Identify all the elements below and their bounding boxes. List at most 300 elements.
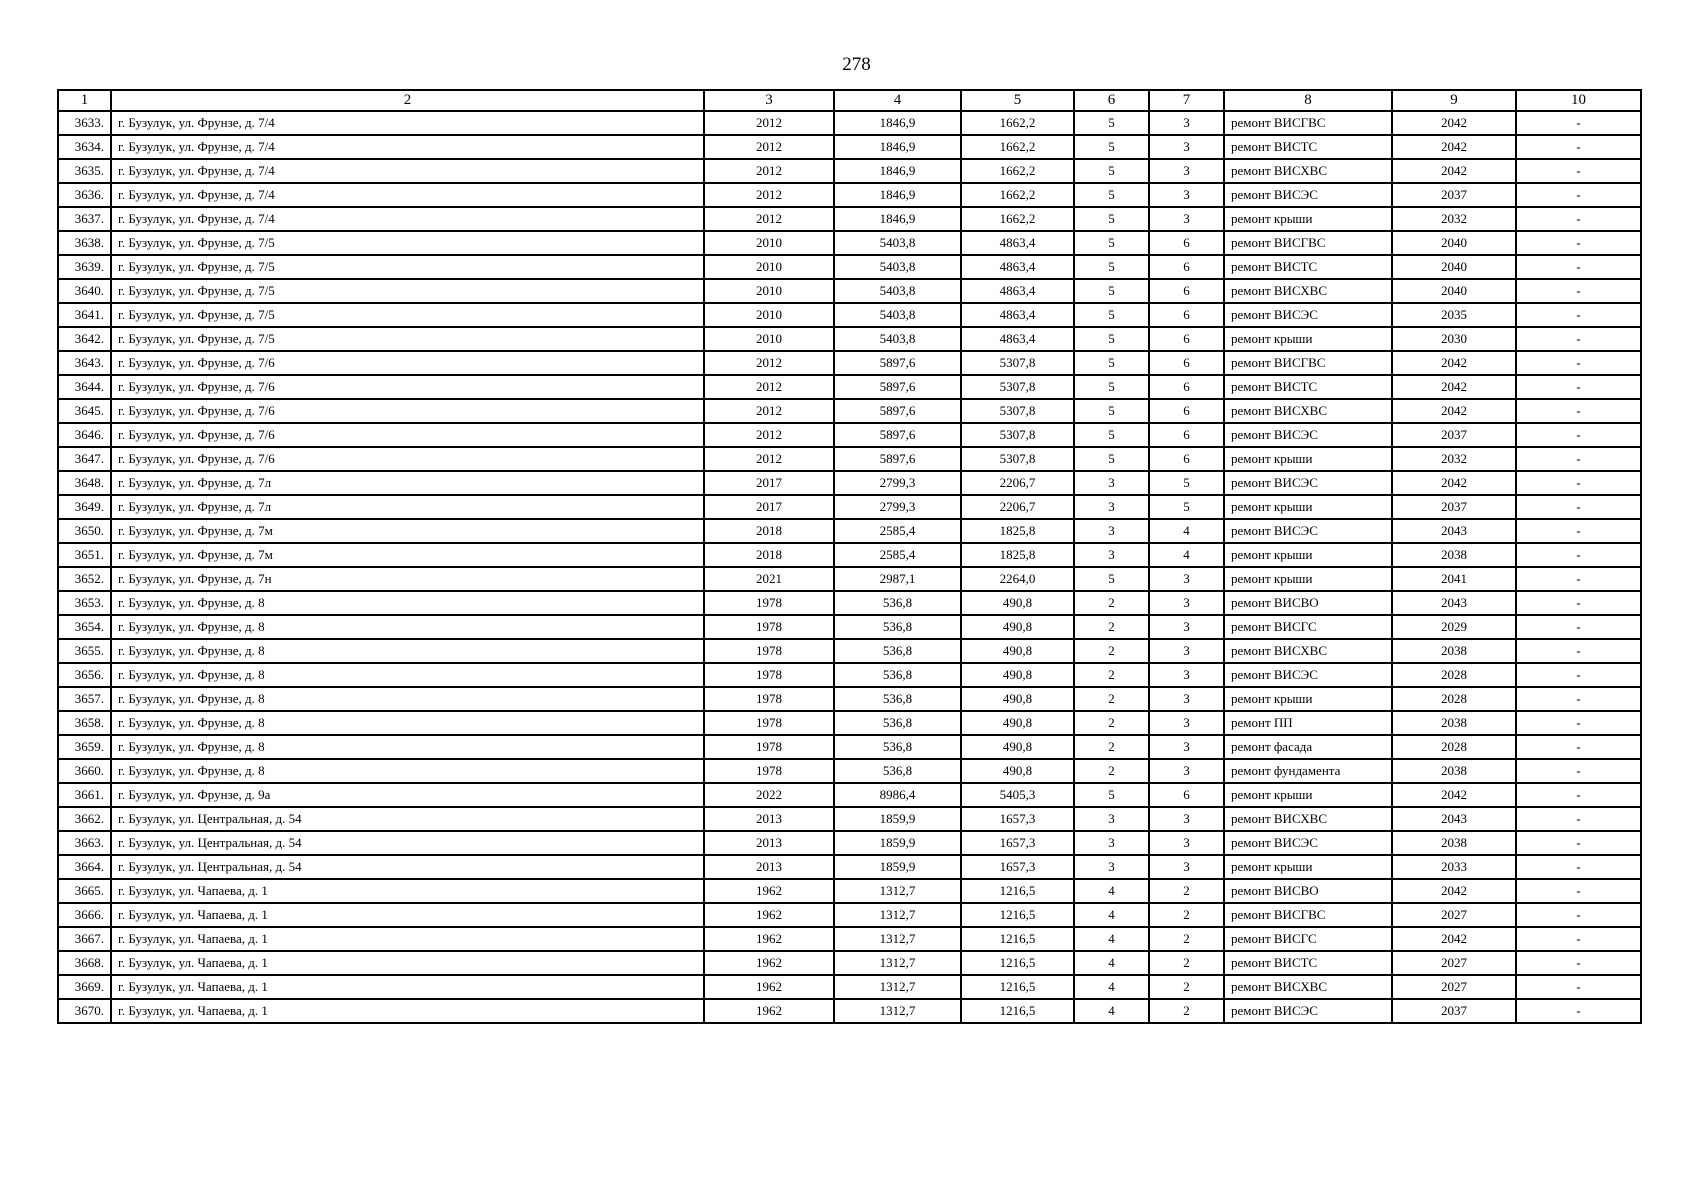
- cell-address: г. Бузулук, ул. Фрунзе, д. 7/4: [111, 207, 704, 231]
- cell-address: г. Бузулук, ул. Фрунзе, д. 8: [111, 639, 704, 663]
- cell-floors: 4: [1074, 975, 1149, 999]
- cell-work-type: ремонт фундамента: [1224, 759, 1392, 783]
- cell-row-number: 3643.: [58, 351, 111, 375]
- table-body: [58, 111, 1641, 1023]
- cell-floors: 5: [1074, 255, 1149, 279]
- cell-work-type: ремонт ВИСГС: [1224, 927, 1392, 951]
- cell-floors: 2: [1074, 639, 1149, 663]
- cell-address: г. Бузулук, ул. Фрунзе, д. 7м: [111, 543, 704, 567]
- cell-note: -: [1516, 351, 1641, 375]
- cell-address: г. Бузулук, ул. Фрунзе, д. 7/5: [111, 303, 704, 327]
- table-row: [58, 663, 1641, 687]
- cell-planned-year: 2043: [1392, 591, 1516, 615]
- cell-living-area: 1825,8: [961, 543, 1074, 567]
- cell-floors: 5: [1074, 183, 1149, 207]
- cell-floors: 2: [1074, 687, 1149, 711]
- cell-entrances: 5: [1149, 495, 1224, 519]
- cell-row-number: 3651.: [58, 543, 111, 567]
- cell-entrances: 3: [1149, 591, 1224, 615]
- cell-note: -: [1516, 783, 1641, 807]
- cell-floors: 3: [1074, 543, 1149, 567]
- cell-entrances: 6: [1149, 255, 1224, 279]
- cell-work-type: ремонт крыши: [1224, 327, 1392, 351]
- cell-work-type: ремонт крыши: [1224, 687, 1392, 711]
- cell-year-built: 1962: [704, 879, 834, 903]
- cell-year-built: 2010: [704, 231, 834, 255]
- cell-floors: 4: [1074, 927, 1149, 951]
- cell-living-area: 1216,5: [961, 999, 1074, 1023]
- cell-planned-year: 2038: [1392, 759, 1516, 783]
- table-row: [58, 135, 1641, 159]
- cell-total-area: 1312,7: [834, 951, 961, 975]
- cell-address: г. Бузулук, ул. Фрунзе, д. 8: [111, 735, 704, 759]
- cell-floors: 3: [1074, 495, 1149, 519]
- cell-address: г. Бузулук, ул. Фрунзе, д. 8: [111, 615, 704, 639]
- cell-note: -: [1516, 255, 1641, 279]
- cell-total-area: 5403,8: [834, 231, 961, 255]
- cell-work-type: ремонт ВИСЭС: [1224, 831, 1392, 855]
- cell-living-area: 5307,8: [961, 447, 1074, 471]
- cell-row-number: 3638.: [58, 231, 111, 255]
- cell-work-type: ремонт ВИСХВС: [1224, 975, 1392, 999]
- cell-planned-year: 2033: [1392, 855, 1516, 879]
- cell-planned-year: 2042: [1392, 111, 1516, 135]
- cell-year-built: 1962: [704, 927, 834, 951]
- cell-address: г. Бузулук, ул. Фрунзе, д. 7/4: [111, 159, 704, 183]
- cell-entrances: 3: [1149, 855, 1224, 879]
- cell-year-built: 2012: [704, 183, 834, 207]
- column-header-3: 3: [704, 90, 834, 111]
- cell-work-type: ремонт крыши: [1224, 543, 1392, 567]
- cell-entrances: 6: [1149, 303, 1224, 327]
- cell-entrances: 3: [1149, 711, 1224, 735]
- cell-note: -: [1516, 951, 1641, 975]
- cell-total-area: 536,8: [834, 687, 961, 711]
- cell-living-area: 4863,4: [961, 303, 1074, 327]
- cell-total-area: 1846,9: [834, 183, 961, 207]
- cell-work-type: ремонт ВИСЭС: [1224, 663, 1392, 687]
- cell-floors: 5: [1074, 567, 1149, 591]
- table-row: [58, 831, 1641, 855]
- cell-year-built: 2012: [704, 375, 834, 399]
- cell-living-area: 1657,3: [961, 855, 1074, 879]
- column-header-8: 8: [1224, 90, 1392, 111]
- cell-work-type: ремонт ВИСЭС: [1224, 303, 1392, 327]
- table-row: [58, 159, 1641, 183]
- cell-floors: 2: [1074, 759, 1149, 783]
- cell-floors: 5: [1074, 375, 1149, 399]
- cell-address: г. Бузулук, ул. Фрунзе, д. 7л: [111, 471, 704, 495]
- cell-floors: 5: [1074, 423, 1149, 447]
- table-row: [58, 519, 1641, 543]
- cell-row-number: 3653.: [58, 591, 111, 615]
- cell-address: г. Бузулук, ул. Фрунзе, д. 7н: [111, 567, 704, 591]
- table-row: [58, 567, 1641, 591]
- table-row: [58, 711, 1641, 735]
- cell-work-type: ремонт ВИСЭС: [1224, 471, 1392, 495]
- cell-total-area: 536,8: [834, 663, 961, 687]
- cell-planned-year: 2040: [1392, 231, 1516, 255]
- cell-row-number: 3655.: [58, 639, 111, 663]
- cell-planned-year: 2030: [1392, 327, 1516, 351]
- cell-work-type: ремонт ВИСГС: [1224, 615, 1392, 639]
- cell-row-number: 3661.: [58, 783, 111, 807]
- cell-year-built: 1978: [704, 615, 834, 639]
- cell-work-type: ремонт крыши: [1224, 783, 1392, 807]
- cell-entrances: 3: [1149, 183, 1224, 207]
- cell-planned-year: 2042: [1392, 783, 1516, 807]
- cell-work-type: ремонт ПП: [1224, 711, 1392, 735]
- cell-note: -: [1516, 207, 1641, 231]
- cell-address: г. Бузулук, ул. Чапаева, д. 1: [111, 999, 704, 1023]
- cell-floors: 2: [1074, 615, 1149, 639]
- cell-row-number: 3664.: [58, 855, 111, 879]
- column-header-7: 7: [1149, 90, 1224, 111]
- cell-work-type: ремонт ВИСХВС: [1224, 399, 1392, 423]
- page-number: 278: [842, 54, 871, 75]
- cell-floors: 5: [1074, 231, 1149, 255]
- cell-planned-year: 2043: [1392, 807, 1516, 831]
- cell-entrances: 3: [1149, 615, 1224, 639]
- cell-year-built: 2017: [704, 471, 834, 495]
- cell-living-area: 490,8: [961, 639, 1074, 663]
- cell-entrances: 6: [1149, 375, 1224, 399]
- cell-address: г. Бузулук, ул. Фрунзе, д. 7/5: [111, 327, 704, 351]
- cell-note: -: [1516, 375, 1641, 399]
- cell-work-type: ремонт ВИСХВС: [1224, 639, 1392, 663]
- cell-work-type: ремонт ВИСЭС: [1224, 423, 1392, 447]
- cell-floors: 5: [1074, 783, 1149, 807]
- table-row: [58, 495, 1641, 519]
- cell-living-area: 1216,5: [961, 903, 1074, 927]
- cell-floors: 3: [1074, 519, 1149, 543]
- cell-work-type: ремонт ВИСХВС: [1224, 159, 1392, 183]
- cell-planned-year: 2040: [1392, 279, 1516, 303]
- cell-entrances: 6: [1149, 783, 1224, 807]
- cell-planned-year: 2040: [1392, 255, 1516, 279]
- cell-year-built: 1978: [704, 711, 834, 735]
- cell-planned-year: 2027: [1392, 975, 1516, 999]
- cell-note: -: [1516, 423, 1641, 447]
- table-row: [58, 951, 1641, 975]
- cell-living-area: 490,8: [961, 735, 1074, 759]
- cell-note: -: [1516, 231, 1641, 255]
- cell-living-area: 2206,7: [961, 495, 1074, 519]
- cell-row-number: 3637.: [58, 207, 111, 231]
- cell-planned-year: 2042: [1392, 879, 1516, 903]
- cell-total-area: 2799,3: [834, 471, 961, 495]
- cell-floors: 5: [1074, 159, 1149, 183]
- cell-note: -: [1516, 999, 1641, 1023]
- cell-note: -: [1516, 543, 1641, 567]
- cell-floors: 4: [1074, 903, 1149, 927]
- cell-note: -: [1516, 519, 1641, 543]
- cell-row-number: 3669.: [58, 975, 111, 999]
- cell-floors: 2: [1074, 711, 1149, 735]
- cell-row-number: 3639.: [58, 255, 111, 279]
- cell-note: -: [1516, 759, 1641, 783]
- cell-address: г. Бузулук, ул. Фрунзе, д. 8: [111, 687, 704, 711]
- cell-note: -: [1516, 159, 1641, 183]
- table-row: [58, 351, 1641, 375]
- cell-floors: 4: [1074, 999, 1149, 1023]
- cell-entrances: 2: [1149, 903, 1224, 927]
- cell-row-number: 3649.: [58, 495, 111, 519]
- cell-entrances: 6: [1149, 327, 1224, 351]
- cell-address: г. Бузулук, ул. Фрунзе, д. 7л: [111, 495, 704, 519]
- cell-living-area: 490,8: [961, 663, 1074, 687]
- cell-work-type: ремонт крыши: [1224, 567, 1392, 591]
- cell-living-area: 4863,4: [961, 231, 1074, 255]
- cell-note: -: [1516, 135, 1641, 159]
- cell-entrances: 2: [1149, 927, 1224, 951]
- table-row: [58, 231, 1641, 255]
- cell-planned-year: 2037: [1392, 495, 1516, 519]
- cell-living-area: 1662,2: [961, 207, 1074, 231]
- cell-floors: 5: [1074, 207, 1149, 231]
- cell-year-built: 2010: [704, 303, 834, 327]
- cell-row-number: 3640.: [58, 279, 111, 303]
- table-row: [58, 759, 1641, 783]
- table-row: [58, 303, 1641, 327]
- cell-floors: 5: [1074, 111, 1149, 135]
- cell-living-area: 1662,2: [961, 111, 1074, 135]
- cell-entrances: 4: [1149, 543, 1224, 567]
- cell-year-built: 2012: [704, 159, 834, 183]
- cell-row-number: 3657.: [58, 687, 111, 711]
- cell-total-area: 5403,8: [834, 255, 961, 279]
- cell-total-area: 5897,6: [834, 399, 961, 423]
- cell-total-area: 536,8: [834, 639, 961, 663]
- cell-total-area: 2799,3: [834, 495, 961, 519]
- cell-planned-year: 2038: [1392, 543, 1516, 567]
- table-row: [58, 615, 1641, 639]
- cell-planned-year: 2027: [1392, 903, 1516, 927]
- cell-living-area: 5307,8: [961, 375, 1074, 399]
- cell-row-number: 3634.: [58, 135, 111, 159]
- cell-work-type: ремонт ВИСЭС: [1224, 519, 1392, 543]
- table-row: [58, 111, 1641, 135]
- cell-work-type: ремонт ВИСТС: [1224, 135, 1392, 159]
- cell-address: г. Бузулук, ул. Фрунзе, д. 7/5: [111, 255, 704, 279]
- cell-living-area: 490,8: [961, 711, 1074, 735]
- cell-living-area: 1216,5: [961, 927, 1074, 951]
- cell-address: г. Бузулук, ул. Фрунзе, д. 8: [111, 591, 704, 615]
- column-header-10: 10: [1516, 90, 1641, 111]
- cell-year-built: 2018: [704, 543, 834, 567]
- header-row: [58, 90, 1641, 111]
- cell-address: г. Бузулук, ул. Фрунзе, д. 8: [111, 759, 704, 783]
- cell-floors: 4: [1074, 879, 1149, 903]
- cell-note: -: [1516, 711, 1641, 735]
- cell-planned-year: 2032: [1392, 207, 1516, 231]
- cell-entrances: 3: [1149, 663, 1224, 687]
- cell-work-type: ремонт ВИСЭС: [1224, 999, 1392, 1023]
- table-row: [58, 783, 1641, 807]
- cell-work-type: ремонт крыши: [1224, 495, 1392, 519]
- cell-planned-year: 2028: [1392, 663, 1516, 687]
- cell-entrances: 6: [1149, 231, 1224, 255]
- cell-total-area: 1312,7: [834, 879, 961, 903]
- cell-total-area: 5403,8: [834, 279, 961, 303]
- cell-floors: 5: [1074, 135, 1149, 159]
- cell-entrances: 3: [1149, 639, 1224, 663]
- cell-row-number: 3652.: [58, 567, 111, 591]
- cell-year-built: 2022: [704, 783, 834, 807]
- table-row: [58, 183, 1641, 207]
- cell-living-area: 4863,4: [961, 279, 1074, 303]
- cell-living-area: 1216,5: [961, 975, 1074, 999]
- cell-entrances: 3: [1149, 135, 1224, 159]
- cell-total-area: 536,8: [834, 591, 961, 615]
- cell-planned-year: 2042: [1392, 375, 1516, 399]
- cell-note: -: [1516, 399, 1641, 423]
- cell-address: г. Бузулук, ул. Центральная, д. 54: [111, 807, 704, 831]
- table-row: [58, 591, 1641, 615]
- cell-entrances: 3: [1149, 735, 1224, 759]
- cell-total-area: 2987,1: [834, 567, 961, 591]
- table-row: [58, 471, 1641, 495]
- cell-work-type: ремонт ВИСВО: [1224, 879, 1392, 903]
- table-row: [58, 447, 1641, 471]
- cell-address: г. Бузулук, ул. Фрунзе, д. 7/6: [111, 399, 704, 423]
- cell-row-number: 3647.: [58, 447, 111, 471]
- cell-address: г. Бузулук, ул. Фрунзе, д. 7/5: [111, 279, 704, 303]
- cell-year-built: 2012: [704, 423, 834, 447]
- cell-year-built: 1978: [704, 639, 834, 663]
- cell-total-area: 1846,9: [834, 207, 961, 231]
- cell-note: -: [1516, 327, 1641, 351]
- cell-floors: 5: [1074, 351, 1149, 375]
- cell-address: г. Бузулук, ул. Фрунзе, д. 7/6: [111, 375, 704, 399]
- cell-note: -: [1516, 687, 1641, 711]
- column-header-6: 6: [1074, 90, 1149, 111]
- cell-year-built: 1962: [704, 903, 834, 927]
- cell-year-built: 2012: [704, 447, 834, 471]
- cell-entrances: 4: [1149, 519, 1224, 543]
- cell-total-area: 5897,6: [834, 447, 961, 471]
- cell-year-built: 1978: [704, 663, 834, 687]
- cell-note: -: [1516, 663, 1641, 687]
- cell-year-built: 2010: [704, 279, 834, 303]
- table-row: [58, 927, 1641, 951]
- cell-total-area: 1859,9: [834, 807, 961, 831]
- cell-total-area: 5897,6: [834, 351, 961, 375]
- cell-address: г. Бузулук, ул. Фрунзе, д. 9а: [111, 783, 704, 807]
- cell-floors: 3: [1074, 831, 1149, 855]
- cell-address: г. Бузулук, ул. Фрунзе, д. 7/4: [111, 183, 704, 207]
- cell-entrances: 3: [1149, 111, 1224, 135]
- cell-living-area: 5307,8: [961, 399, 1074, 423]
- table-row: [58, 855, 1641, 879]
- cell-entrances: 3: [1149, 687, 1224, 711]
- cell-living-area: 1657,3: [961, 831, 1074, 855]
- cell-floors: 2: [1074, 735, 1149, 759]
- cell-work-type: ремонт ВИСВО: [1224, 591, 1392, 615]
- cell-planned-year: 2029: [1392, 615, 1516, 639]
- cell-total-area: 1859,9: [834, 855, 961, 879]
- column-header-4: 4: [834, 90, 961, 111]
- cell-total-area: 5897,6: [834, 423, 961, 447]
- cell-row-number: 3648.: [58, 471, 111, 495]
- cell-total-area: 1846,9: [834, 159, 961, 183]
- table-row: [58, 639, 1641, 663]
- cell-note: -: [1516, 303, 1641, 327]
- cell-address: г. Бузулук, ул. Фрунзе, д. 7/4: [111, 135, 704, 159]
- cell-address: г. Бузулук, ул. Фрунзе, д. 7/4: [111, 111, 704, 135]
- cell-entrances: 2: [1149, 951, 1224, 975]
- table-row: [58, 999, 1641, 1023]
- cell-living-area: 4863,4: [961, 327, 1074, 351]
- column-header-5: 5: [961, 90, 1074, 111]
- cell-entrances: 2: [1149, 879, 1224, 903]
- cell-work-type: ремонт ВИСЭС: [1224, 183, 1392, 207]
- cell-note: -: [1516, 903, 1641, 927]
- column-header-9: 9: [1392, 90, 1516, 111]
- cell-planned-year: 2028: [1392, 687, 1516, 711]
- cell-living-area: 5307,8: [961, 423, 1074, 447]
- cell-address: г. Бузулук, ул. Фрунзе, д. 7/6: [111, 447, 704, 471]
- cell-year-built: 1962: [704, 951, 834, 975]
- cell-entrances: 3: [1149, 207, 1224, 231]
- cell-entrances: 3: [1149, 831, 1224, 855]
- cell-floors: 5: [1074, 303, 1149, 327]
- cell-planned-year: 2042: [1392, 927, 1516, 951]
- cell-work-type: ремонт ВИСТС: [1224, 255, 1392, 279]
- column-header-2: 2: [111, 90, 704, 111]
- cell-planned-year: 2043: [1392, 519, 1516, 543]
- cell-entrances: 3: [1149, 567, 1224, 591]
- cell-planned-year: 2037: [1392, 423, 1516, 447]
- cell-row-number: 3667.: [58, 927, 111, 951]
- cell-living-area: 490,8: [961, 759, 1074, 783]
- cell-note: -: [1516, 879, 1641, 903]
- cell-row-number: 3660.: [58, 759, 111, 783]
- cell-total-area: 1312,7: [834, 975, 961, 999]
- table-row: [58, 207, 1641, 231]
- table-row: [58, 255, 1641, 279]
- cell-year-built: 2012: [704, 135, 834, 159]
- cell-floors: 2: [1074, 591, 1149, 615]
- cell-entrances: 2: [1149, 999, 1224, 1023]
- cell-living-area: 1216,5: [961, 951, 1074, 975]
- cell-address: г. Бузулук, ул. Фрунзе, д. 7м: [111, 519, 704, 543]
- cell-living-area: 1825,8: [961, 519, 1074, 543]
- cell-floors: 5: [1074, 399, 1149, 423]
- cell-work-type: ремонт ВИСТС: [1224, 951, 1392, 975]
- cell-work-type: ремонт крыши: [1224, 855, 1392, 879]
- table-row: [58, 399, 1641, 423]
- cell-planned-year: 2038: [1392, 831, 1516, 855]
- cell-year-built: 1978: [704, 687, 834, 711]
- table-header: [58, 90, 1641, 111]
- cell-row-number: 3662.: [58, 807, 111, 831]
- cell-floors: 3: [1074, 471, 1149, 495]
- cell-total-area: 2585,4: [834, 543, 961, 567]
- table-row: [58, 879, 1641, 903]
- cell-year-built: 1962: [704, 975, 834, 999]
- cell-year-built: 2012: [704, 351, 834, 375]
- cell-year-built: 2018: [704, 519, 834, 543]
- cell-year-built: 1978: [704, 735, 834, 759]
- cell-entrances: 3: [1149, 759, 1224, 783]
- cell-work-type: ремонт ВИСГВС: [1224, 351, 1392, 375]
- cell-total-area: 2585,4: [834, 519, 961, 543]
- cell-planned-year: 2032: [1392, 447, 1516, 471]
- cell-year-built: 2012: [704, 207, 834, 231]
- cell-floors: 4: [1074, 951, 1149, 975]
- cell-floors: 2: [1074, 663, 1149, 687]
